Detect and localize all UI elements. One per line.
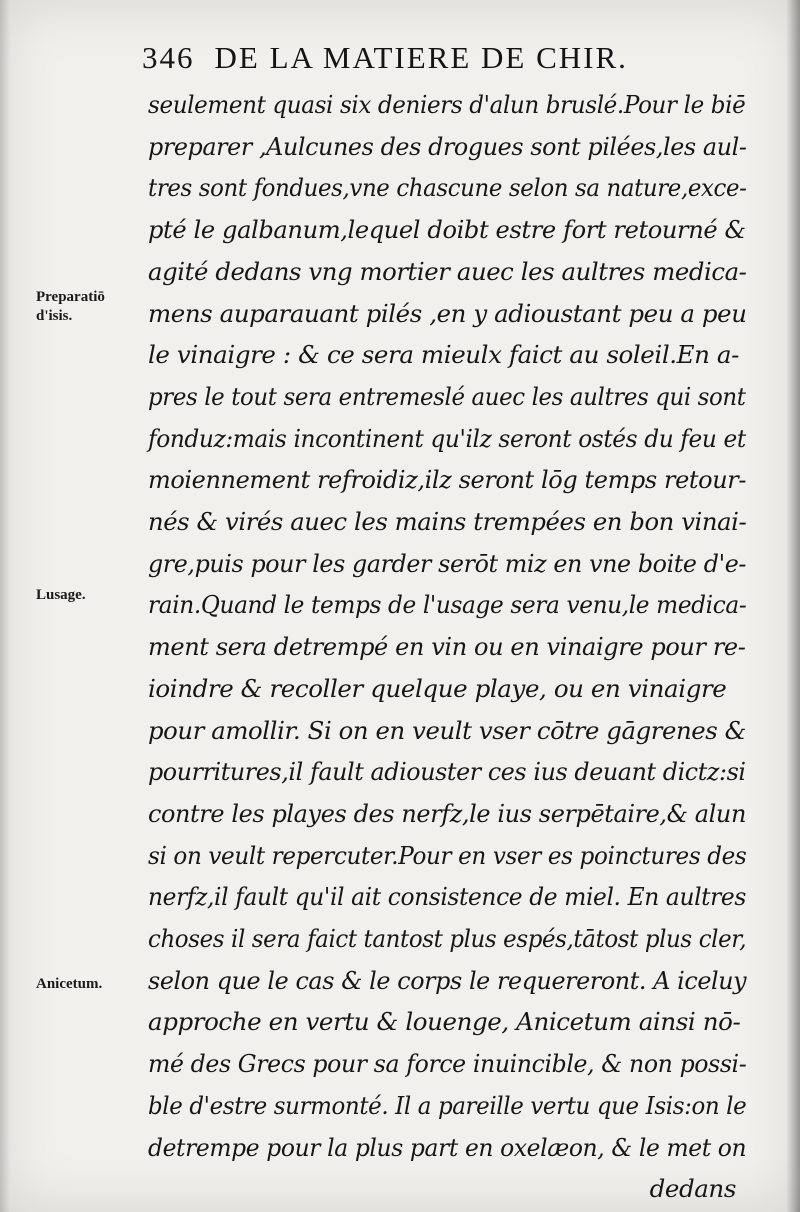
- text-line: preparer ,Aulcunes des drogues sont pilées,les aul-: [148, 131, 747, 161]
- text-line: approche en vertu & louenge, Anicetum ainsi nō-: [148, 1007, 741, 1037]
- text-line: nerfz,il fault qu'il ait consistence de miel. En aultres: [148, 882, 746, 912]
- margin-note-anicetum: [36, 975, 102, 994]
- text-line: si on veult repercuter.Pour en vser es poinctures des: [148, 840, 747, 870]
- running-title: DE LA MATIERE DE CHIR.: [214, 40, 628, 75]
- catchword: dedans: [649, 1174, 736, 1204]
- text-line: le vinaigre : & ce sera mieulx faict au soleil.En a-: [148, 340, 740, 370]
- text-line: mens auparauant pilés ,en y adioustant peu a peu: [148, 298, 747, 328]
- text-line: nés & virés auec les mains trempées en bon vinai-: [148, 507, 747, 537]
- margin-note-line: Preparatiō: [36, 289, 105, 305]
- text-line: pres le tout sera entremeslé auec les aultres qui sont: [148, 381, 746, 411]
- text-line: agité dedans vng mortier auec les aultres medica-: [148, 256, 747, 286]
- text-line: contre les playes des nerfz,le ius serpētaire,& alun: [148, 798, 746, 828]
- text-line: ment sera detrempé en vin ou en vinaigre pour re-: [148, 632, 746, 662]
- text-line: tres sont fondues,vne chascune selon sa nature,exce-: [148, 173, 747, 203]
- page-gutter-shadow: [0, 0, 10, 1212]
- running-header: [142, 40, 782, 76]
- margin-note-preparation: [36, 288, 105, 326]
- text-line: pour amollir. Si on en veult vser cōtre gāgrenes &: [148, 715, 746, 745]
- text-line: fonduz:mais incontinent qu'ilz seront ostés du feu et: [148, 423, 746, 453]
- page-edge-shadow: [786, 0, 800, 1212]
- text-line: pté le galbanum,lequel doibt estre fort retourné &: [148, 215, 746, 245]
- text-line: ioindre & recoller quelque playe, ou en vinaigre: [148, 673, 727, 703]
- body-text: [148, 84, 746, 1210]
- page-number: 346: [142, 40, 195, 75]
- margin-note-line: Anicetum.: [36, 976, 103, 992]
- margin-note-usage: [36, 586, 86, 605]
- text-line: choses il sera faict tantost plus espés,tātost plus cler,: [148, 924, 747, 954]
- text-line: rain.Quand le temps de l'usage sera venu,le medica-: [148, 590, 747, 620]
- text-line: mé des Grecs pour sa force inuincible, & non possi-: [148, 1049, 747, 1079]
- text-line: ble d'estre surmonté. Il a pareille vertu que Isis:on le: [148, 1090, 747, 1120]
- margin-note-line: d'isis.: [36, 308, 73, 324]
- text-line: detrempe pour la plus part en oxelæon, & le met on: [148, 1132, 747, 1162]
- text-line: gre,puis pour les garder serōt miz en vne boite d'e-: [148, 548, 747, 578]
- text-line: selon que le cas & le corps le requereront. A iceluy: [148, 965, 747, 995]
- margin-note-line: Lusage.: [36, 587, 86, 603]
- text-line: moiennement refroidiz,ilz seront lōg temps retour-: [148, 465, 747, 495]
- text-line: seulement quasi six deniers d'alun bruslé.Pour le biē: [148, 90, 746, 119]
- text-line: pourritures,il fault adiouster ces ius deuant dictz:si: [148, 757, 746, 787]
